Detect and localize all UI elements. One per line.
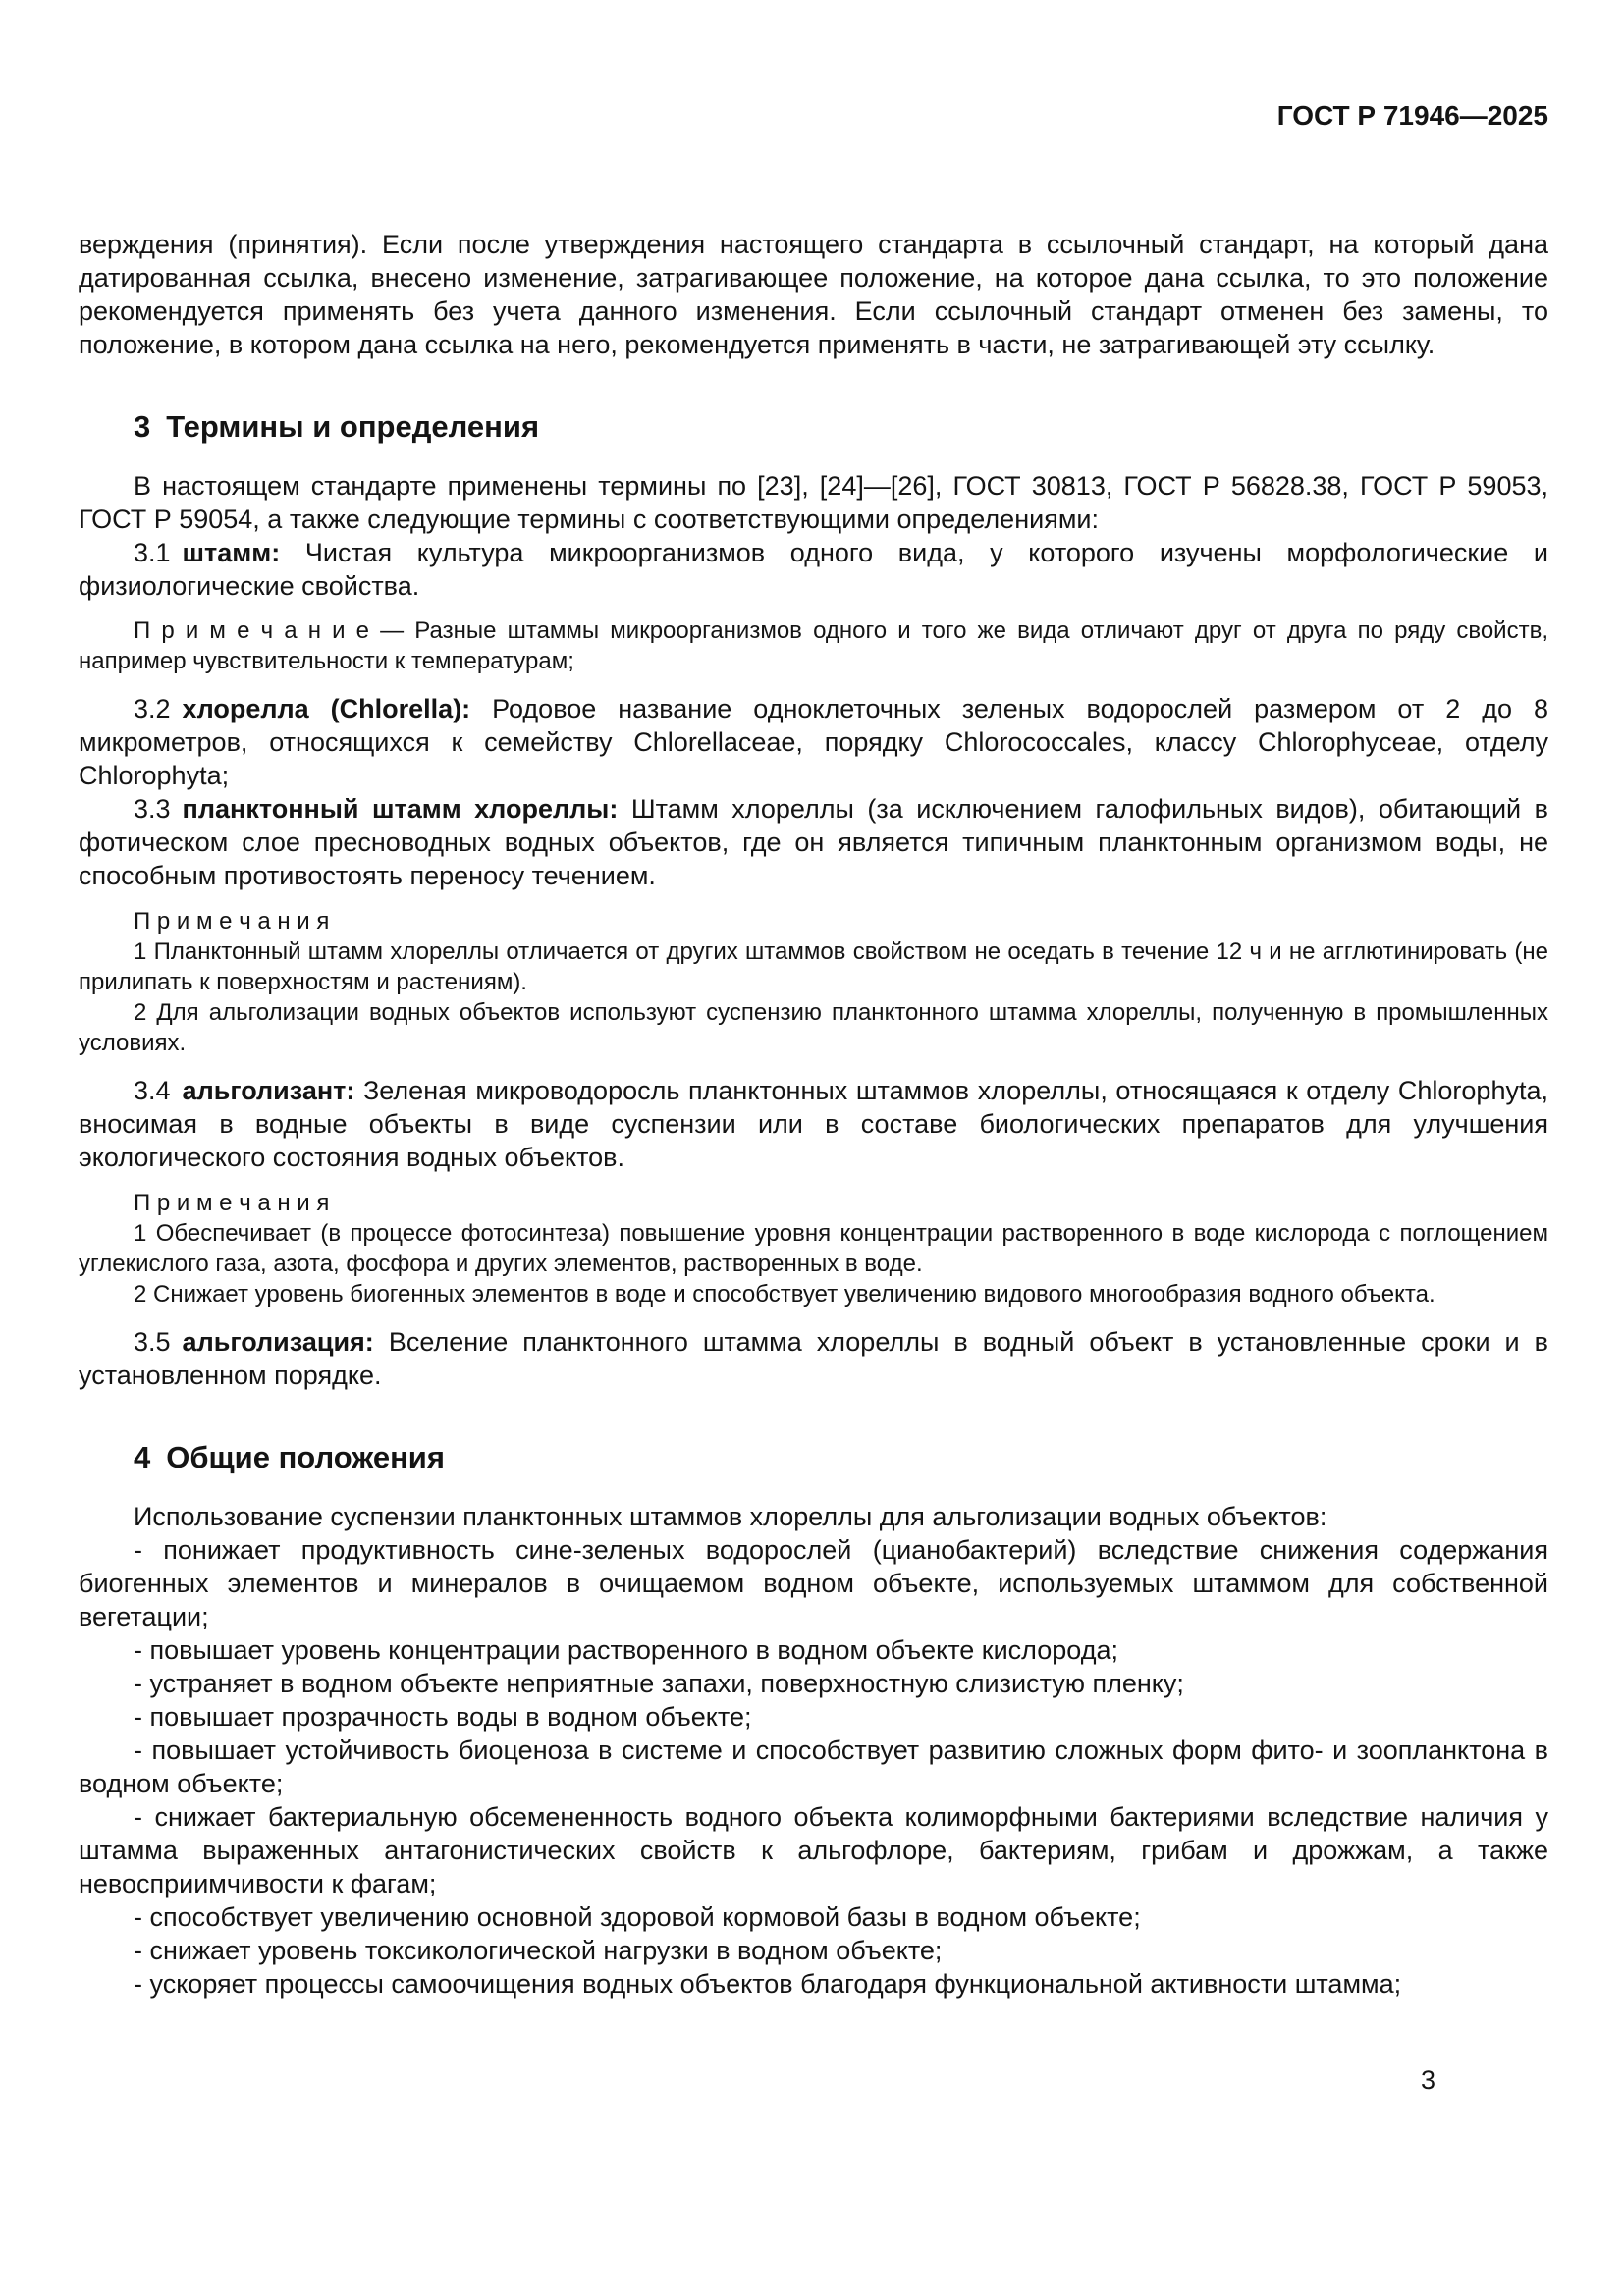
note-item: 1 Обеспечивает (в процессе фотосинтеза) повышение уровня концентрации растворенного в воде кислорода с поглощением углекислого газа, азота, фосфора и других элементов, растворенных в воде. bbox=[79, 1220, 1548, 1277]
bullet-item: - повышает уровень концентрации растворенного в водном объекте кислорода; bbox=[134, 1635, 1118, 1665]
section-number: 3 bbox=[134, 409, 151, 444]
bullet-item: - понижает продуктивность сине-зеленых водорослей (цианобактерий) вследствие снижения содержания биогенных элементов и минералов в очищаемом водном объекте, используемых штаммом для собственной вегетации; bbox=[79, 1535, 1548, 1631]
continuation-paragraph: верждения (принятия). Если после утверждения настоящего стандарта в ссылочный стандарт, на который дана датированная ссылка, внесено изменение, затрагивающее положение, на которое дана ссылка, то это положение рекомендуется применять без учета данного изменения. Если ссылочный стандарт отменен без замены, то положение, в котором дана ссылка на него, рекомендуется применять в части, не затрагивающей эту ссылку. bbox=[79, 230, 1548, 359]
general-intro-paragraph: Использование суспензии планктонных штаммов хлореллы для альголизации водных объектов: bbox=[134, 1502, 1327, 1531]
note-item: 2 Снижает уровень биогенных элементов в воде и способствует увеличению видового многообразия водного объекта. bbox=[134, 1281, 1435, 1308]
section-title: Общие положения bbox=[166, 1440, 445, 1474]
bullet-item: - устраняет в водном объекте неприятные запахи, поверхностную слизистую пленку; bbox=[134, 1669, 1184, 1698]
page-number: 3 bbox=[1420, 2065, 1435, 2095]
notes-3-3 bbox=[79, 906, 1548, 1058]
section-title: Термины и определения bbox=[166, 409, 540, 444]
term-definition: Зеленая микроводоросль планктонных штаммов хлореллы, относящаяся к отделу Chlorophyta, вносимая в водные объекты в виде суспензии или в составе биологических препаратов для улучшения экологического состояния водных объектов. bbox=[79, 1076, 1548, 1172]
term-3-5 bbox=[79, 1325, 1548, 1392]
note-3-1 bbox=[79, 615, 1548, 676]
section-heading-terms bbox=[79, 406, 1548, 448]
note-label: П р и м е ч а н и е bbox=[134, 617, 369, 644]
term-definition: Штамм хлореллы (за исключением галофильных видов), обитающий в фотическом слое пресноводных водных объектов, где он является типичным планктонным организмом воды, не способным противостоять переносу течением. bbox=[79, 794, 1548, 890]
section-heading-general bbox=[79, 1437, 1548, 1478]
term-name: штамм: bbox=[182, 538, 281, 567]
term-name: планктонный штамм хлореллы: bbox=[182, 794, 619, 824]
term-name: альголизация: bbox=[182, 1327, 374, 1357]
terms-intro-paragraph: В настоящем стандарте применены термины по [23], [24]—[26], ГОСТ 30813, ГОСТ Р 56828.38, ГОСТ Р 59053, ГОСТ Р 59054, а также следующие термины с соответствующими определениями: bbox=[79, 471, 1548, 534]
term-3-2 bbox=[79, 692, 1548, 792]
notes-label: П р и м е ч а н и я bbox=[134, 1190, 330, 1216]
notes-3-4 bbox=[79, 1188, 1548, 1309]
term-number: 3.4 bbox=[134, 1076, 171, 1105]
bullet-item: - ускоряет процессы самоочищения водных объектов благодаря функциональной активности штамма; bbox=[134, 1969, 1402, 1999]
bullet-item: - снижает уровень токсикологической нагрузки в водном объекте; bbox=[134, 1936, 943, 1965]
term-number: 3.2 bbox=[134, 694, 171, 723]
bullet-item: - способствует увеличению основной здоровой кормовой базы в водном объекте; bbox=[134, 1902, 1141, 1932]
bullet-item: - снижает бактериальную обсемененность водного объекта колиморфными бактериями вследствие наличия у штамма выраженных антагонистических свойств к альгофлоре, бактериям, грибам и дрожжам, а также невосприимчивости к фагам; bbox=[79, 1802, 1548, 1898]
term-definition: Чистая культура микроорганизмов одного вида, у которого изучены морфологические и физиологические свойства. bbox=[79, 538, 1548, 601]
note-text: — Разные штаммы микроорганизмов одного и того же вида отличают друг от друга по ряду свойств, например чувствительности к температурам; bbox=[79, 617, 1548, 674]
term-definition: Вселение планктонного штамма хлореллы в водный объект в установленные сроки и в установленном порядке. bbox=[79, 1327, 1548, 1390]
notes-label: П р и м е ч а н и я bbox=[134, 908, 330, 934]
term-3-4 bbox=[79, 1074, 1548, 1174]
term-name: альголизант: bbox=[182, 1076, 355, 1105]
doc-code-header: ГОСТ Р 71946—2025 bbox=[1276, 100, 1548, 131]
term-number: 3.5 bbox=[134, 1327, 171, 1357]
bullet-item: - повышает прозрачность воды в водном объекте; bbox=[134, 1702, 752, 1732]
term-3-1 bbox=[79, 536, 1548, 603]
section-number: 4 bbox=[134, 1440, 151, 1474]
note-item: 2 Для альголизации водных объектов используют суспензию планктонного штамма хлореллы, полученную в промышленных условиях. bbox=[79, 999, 1548, 1056]
term-number: 3.3 bbox=[134, 794, 171, 824]
term-definition: Родовое название одноклеточных зеленых водорослей размером от 2 до 8 микрометров, относящихся к семейству Chlorellaceae, порядку Chlorococcales, классу Chlorophyceae, отделу Chlorophyta; bbox=[79, 694, 1548, 790]
term-number: 3.1 bbox=[134, 538, 171, 567]
term-name: хлорелла (Chlorella): bbox=[182, 694, 471, 723]
note-item: 1 Планктонный штамм хлореллы отличается от других штаммов свойством не оседать в течение 12 ч и не агглютинировать (не прилипать к поверхностям и растениям). bbox=[79, 938, 1548, 995]
bullet-item: - повышает устойчивость биоценоза в системе и способствует развитию сложных форм фито- и зоопланктона в водном объекте; bbox=[79, 1735, 1548, 1798]
term-3-3 bbox=[79, 792, 1548, 892]
